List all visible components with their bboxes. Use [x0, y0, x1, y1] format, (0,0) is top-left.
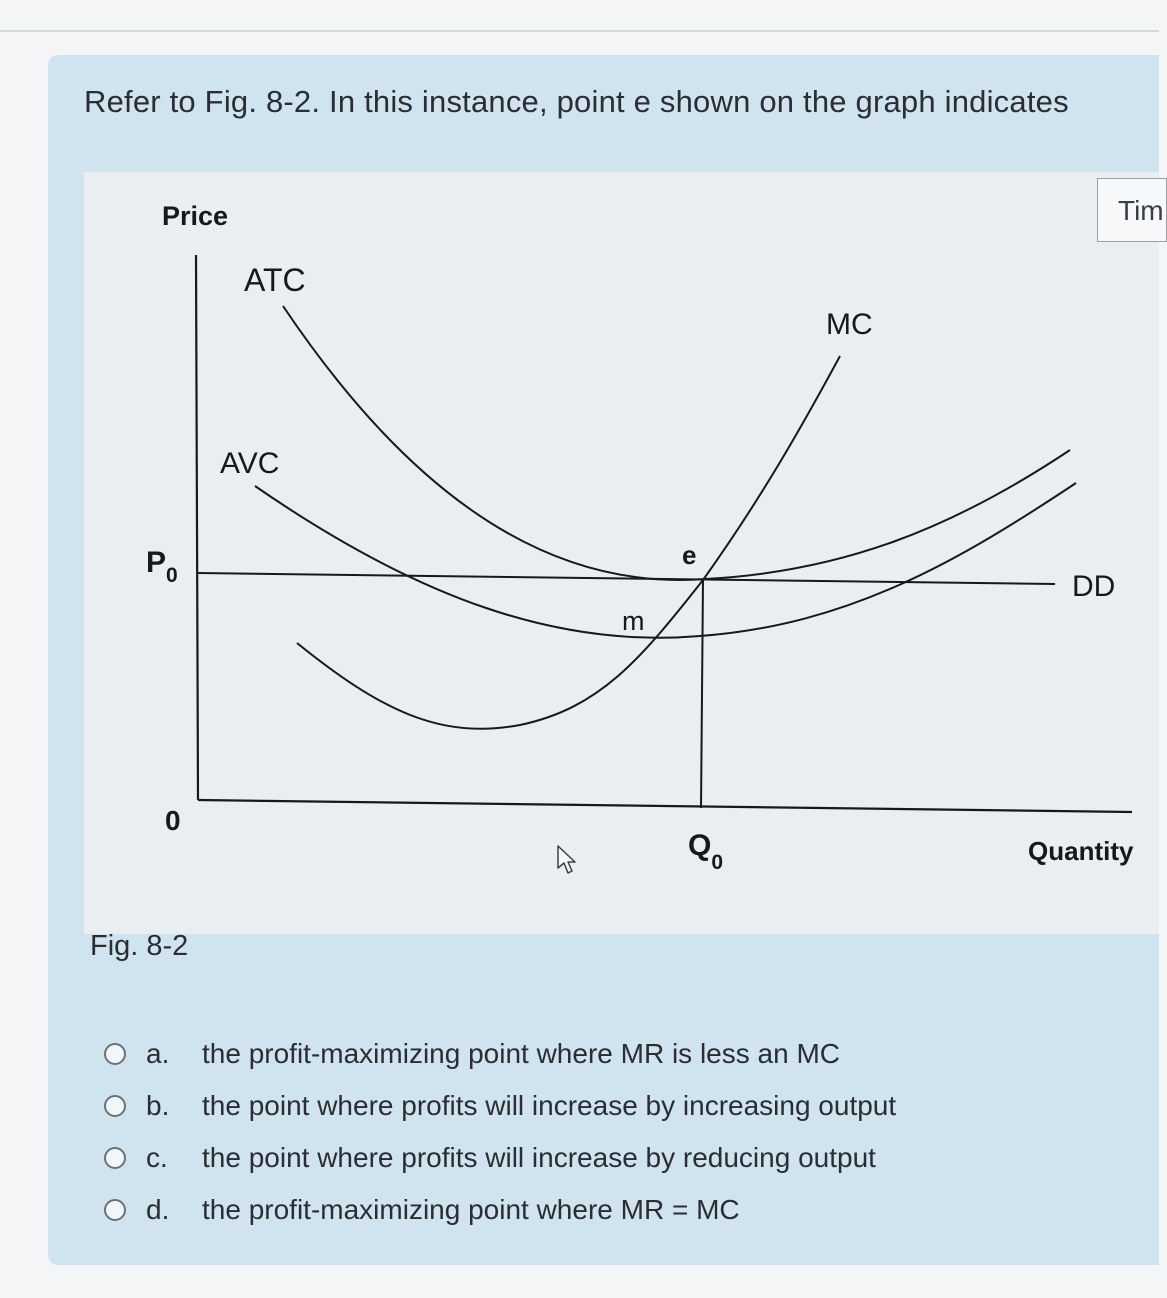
option-letter: b.: [146, 1090, 170, 1121]
avc-label: AVC: [220, 447, 280, 480]
mc-label: MC: [826, 308, 873, 341]
timer-label: Tim: [1118, 195, 1164, 226]
radio-button[interactable]: [104, 1095, 126, 1117]
top-divider: [0, 30, 1159, 32]
price-tick-sub: 0: [166, 564, 178, 587]
option-letter: c.: [146, 1142, 168, 1173]
radio-button[interactable]: [104, 1147, 126, 1169]
radio-button[interactable]: [104, 1199, 126, 1221]
price-tick-main: P: [146, 546, 167, 579]
option-text: the profit-maximizing point where MR is less an MC: [202, 1038, 840, 1069]
quantity-tick-sub: 0: [711, 851, 724, 874]
option-letter: a.: [146, 1038, 170, 1069]
option-text: the point where profits will increase by reducing output: [202, 1142, 876, 1173]
dd-label: DD: [1072, 570, 1116, 603]
radio-button[interactable]: [104, 1043, 126, 1065]
figure-card: [84, 172, 1159, 934]
option-c[interactable]: [104, 1132, 1064, 1184]
figure-caption: Fig. 8-2: [90, 930, 189, 962]
atc-label: ATC: [244, 262, 306, 298]
point-m-label: m: [622, 606, 645, 636]
question-text: Refer to Fig. 8-2. In this instance, point e shown on the graph indicates: [84, 84, 1069, 119]
option-a[interactable]: [104, 1028, 1064, 1080]
option-d[interactable]: [104, 1184, 1064, 1236]
option-text: the point where profits will increase by increasing output: [202, 1090, 897, 1121]
timer-box[interactable]: [1097, 178, 1167, 242]
option-b[interactable]: [104, 1080, 1064, 1132]
quantity-tick-main: Q: [688, 829, 712, 862]
origin-label: 0: [165, 805, 181, 836]
x-axis-label: Quantity: [1028, 836, 1134, 866]
answer-options: [104, 1028, 1064, 1236]
option-letter: d.: [146, 1194, 170, 1225]
option-text: the profit-maximizing point where MR = MC: [202, 1194, 740, 1225]
point-e-label: e: [682, 540, 697, 570]
y-axis-label: Price: [162, 201, 229, 231]
